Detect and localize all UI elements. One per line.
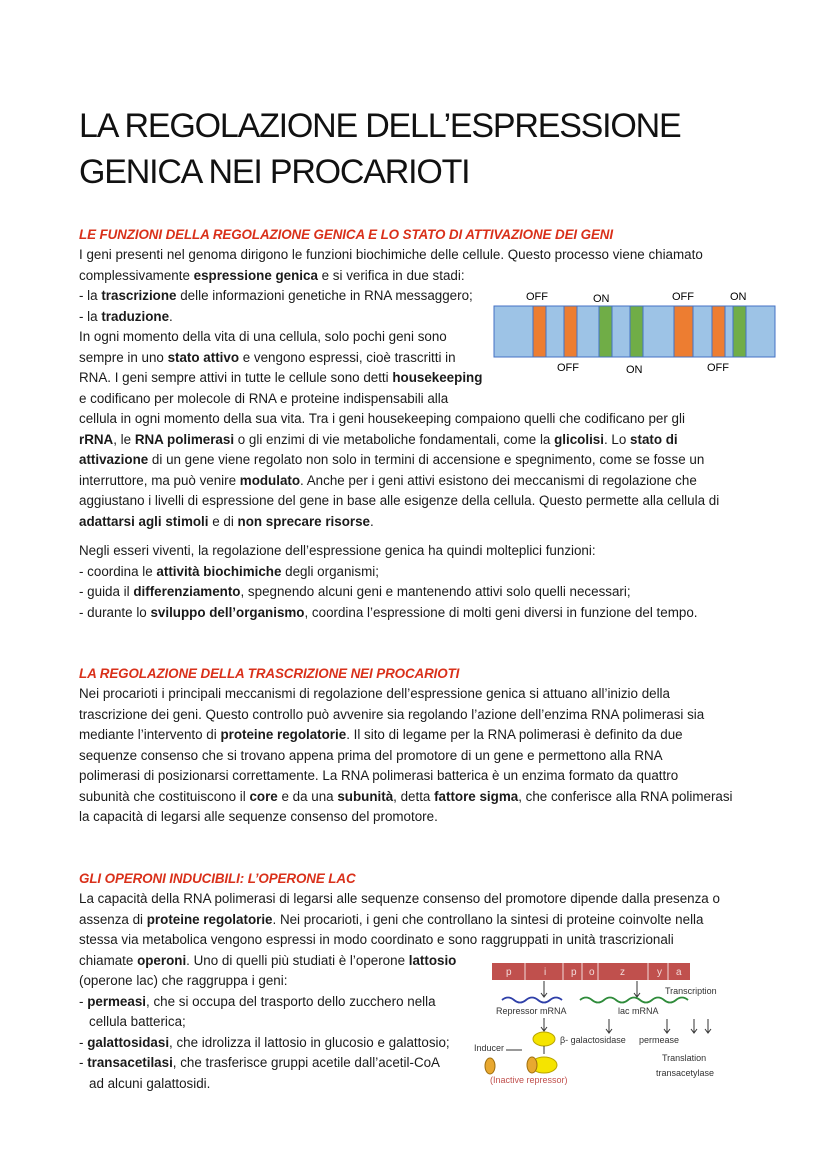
label-on: ON (593, 293, 610, 305)
section-heading: LE FUNZIONI DELLA REGOLAZIONE GENICA E LO STATO DI ATTIVAZIONE DEI GENI (79, 227, 613, 242)
text-line: - transacetilasi, che trasferisce gruppi acetile dall’acetil-CoA (79, 1055, 440, 1070)
section-heading: LA REGOLAZIONE DELLA TRASCRIZIONE NEI PROCARIOTI (79, 666, 460, 681)
text-line: Nei procarioti i principali meccanismi di regolazione dell’espressione genica si attuano all’inizio della (79, 686, 670, 701)
text-line: In ogni momento della vita di una cellula, solo pochi geni sono (79, 329, 447, 344)
gene-off-block (674, 306, 693, 357)
text-line: attivazione di un gene viene regolato non solo in termini di accensione e spegnimento, come se fosse un (79, 452, 705, 467)
segment-label: p (506, 967, 512, 978)
text-line: rRNA, le RNA polimerasi o gli enzimi di vie metaboliche fondamentali, come la glicolisi. Lo stato di (79, 431, 678, 447)
repressor-mrna-wave (502, 998, 562, 1003)
gene-on-block (630, 306, 643, 357)
text-line: - durante lo sviluppo dell’organismo, coordina l’espressione di molti geni diversi in funzione del tempo. (79, 604, 698, 620)
text-line: mediante l’intervento di proteine regolatorie. Il sito di legame per la RNA polimerasi è definito da due (79, 727, 683, 742)
text-line: - la trascrizione delle informazioni genetiche in RNA messaggero; (79, 288, 473, 303)
text-line: sempre in uno stato attivo e vengono espressi, cioè trascritti in (79, 349, 456, 365)
title-line-1: LA REGOLAZIONE DELL’ESPRESSIONE (79, 107, 681, 145)
galactosidase-label: β- galactosidase (560, 1035, 626, 1045)
text-line: trascrizione dei geni. Questo controllo può avvenire sia regolando l’azione dell’enzima RNA polimerasi sia (79, 706, 705, 722)
text-line: ad alcuni galattosidi. (89, 1075, 211, 1091)
transcription-arrows (541, 981, 640, 997)
gene-off-block (564, 306, 577, 357)
label-off: OFF (672, 291, 694, 303)
permease-label: permease (639, 1035, 680, 1045)
label-off: OFF (526, 291, 548, 303)
text-line: e codificano per molecole di RNA e proteine indispensabili alla (79, 390, 449, 406)
text-line: I geni presenti nel genoma dirigono le funzioni biochimiche delle cellule. Questo processo viene chiamato (79, 247, 703, 262)
transacetylase-label: transacetylase (656, 1068, 715, 1078)
label-off: OFF (707, 362, 729, 374)
text-line: subunità che costituiscono il core e da una subunità, detta fattore sigma, che conferisce alla RNA polimerasi (79, 788, 733, 804)
text-line: complessivamente espressione genica e si verifica in due stadi: (79, 267, 465, 283)
segment-label: z (620, 967, 625, 978)
segment-label: y (657, 967, 662, 978)
text-line: la capacità di legarsi alle sequenze consenso del promotore. (79, 809, 438, 824)
lac-operon-diagram (470, 958, 740, 1093)
gene-off-block (712, 306, 725, 357)
bound-inducer (527, 1057, 537, 1073)
text-line: - coordina le attività biochimiche degli organismi; (79, 563, 379, 579)
text-line: RNA. I geni sempre attivi in tutte le cellule sono detti housekeeping (79, 370, 483, 385)
label-on: ON (626, 364, 643, 376)
text-line: polimerasi di posizionarsi correttamente. La RNA polimerasi batterica è un enzima formato da quattro (79, 768, 679, 783)
page-title (79, 103, 759, 195)
gene-activation-diagram (490, 285, 780, 380)
inducer-label: Inducer (474, 1043, 505, 1053)
label-on: ON (730, 291, 747, 303)
text-line: - permeasi, che si occupa del trasporto dello zucchero nella (79, 993, 436, 1009)
gene-off-block (533, 306, 546, 357)
gene-on-block (599, 306, 612, 357)
text-line: (operone lac) che raggruppa i geni: (79, 973, 288, 988)
label-off: OFF (557, 362, 579, 374)
section-paragraph (79, 541, 719, 623)
repressor-protein (533, 1032, 555, 1046)
segment-label: p (571, 967, 577, 978)
text-line: cellula batterica; (89, 1014, 186, 1029)
text-line: sequenze consenso che si trovano appena prima del promotore di un gene e permettono alla RNA (79, 747, 663, 763)
section-paragraph (79, 684, 733, 828)
text-line: Negli esseri viventi, la regolazione dell’espressione genica ha quindi molteplici funzioni: (79, 543, 596, 558)
lac-mrna-wave (580, 998, 688, 1003)
text-line: - galattosidasi, che idrolizza il lattosio in glucosio e galattosio; (79, 1034, 450, 1050)
title-line-2: GENICA NEI PROCARIOTI (79, 153, 470, 191)
text-line: stessa via metabolica vengono espressi in modo coordinato e sono raggruppati in unità trascrizionali (79, 932, 674, 947)
transcription-label: Transcription (665, 986, 717, 996)
text-line: chiamate operoni. Uno di quelli più studiati è l’operone lattosio (79, 952, 457, 968)
gene-on-block (733, 306, 746, 357)
section-heading: GLI OPERONI INDUCIBILI: L’OPERONE LAC (79, 871, 356, 886)
repressor-mrna-label: Repressor mRNA (496, 1006, 567, 1016)
inducer-molecule (485, 1058, 495, 1074)
text-line: - la traduzione. (79, 308, 173, 324)
translation-label: Translation (662, 1053, 707, 1063)
lac-mrna-label: lac mRNA (618, 1006, 659, 1016)
segment-label: i (544, 967, 547, 978)
text-line: adattarsi agli stimoli e di non sprecare risorse. (79, 513, 374, 529)
text-line: aggiustano i livelli di espressione del gene in base alle esigenze della cellula. Questo permette alla cellula di (79, 493, 720, 508)
section-transcription-regulation (79, 664, 733, 828)
text-line: - guida il differenziamento, spegnendo alcuni geni e mantenendo attivi solo quelli necessari; (79, 584, 631, 599)
segment-label: o (589, 967, 595, 978)
translation-arrows (606, 1019, 711, 1033)
text-line: cellula in ogni momento della sua vita. Tra i geni housekeeping compaiono quelli che codificano per gli (79, 411, 685, 426)
text-line: assenza di proteine regolatorie. Nei procarioti, i geni che controllano la sintesi di proteine coinvolte nella (79, 911, 704, 927)
segment-label: a (676, 967, 682, 978)
inactive-repressor-label: (Inactive repressor) (490, 1075, 568, 1085)
text-line: La capacità della RNA polimerasi di legarsi alle sequenze consenso del promotore dipende dalla presenza o (79, 891, 720, 906)
text-line: interruttore, ma può venire modulato. Anche per i geni attivi esistono dei meccanismi di regolazione che (79, 472, 697, 488)
